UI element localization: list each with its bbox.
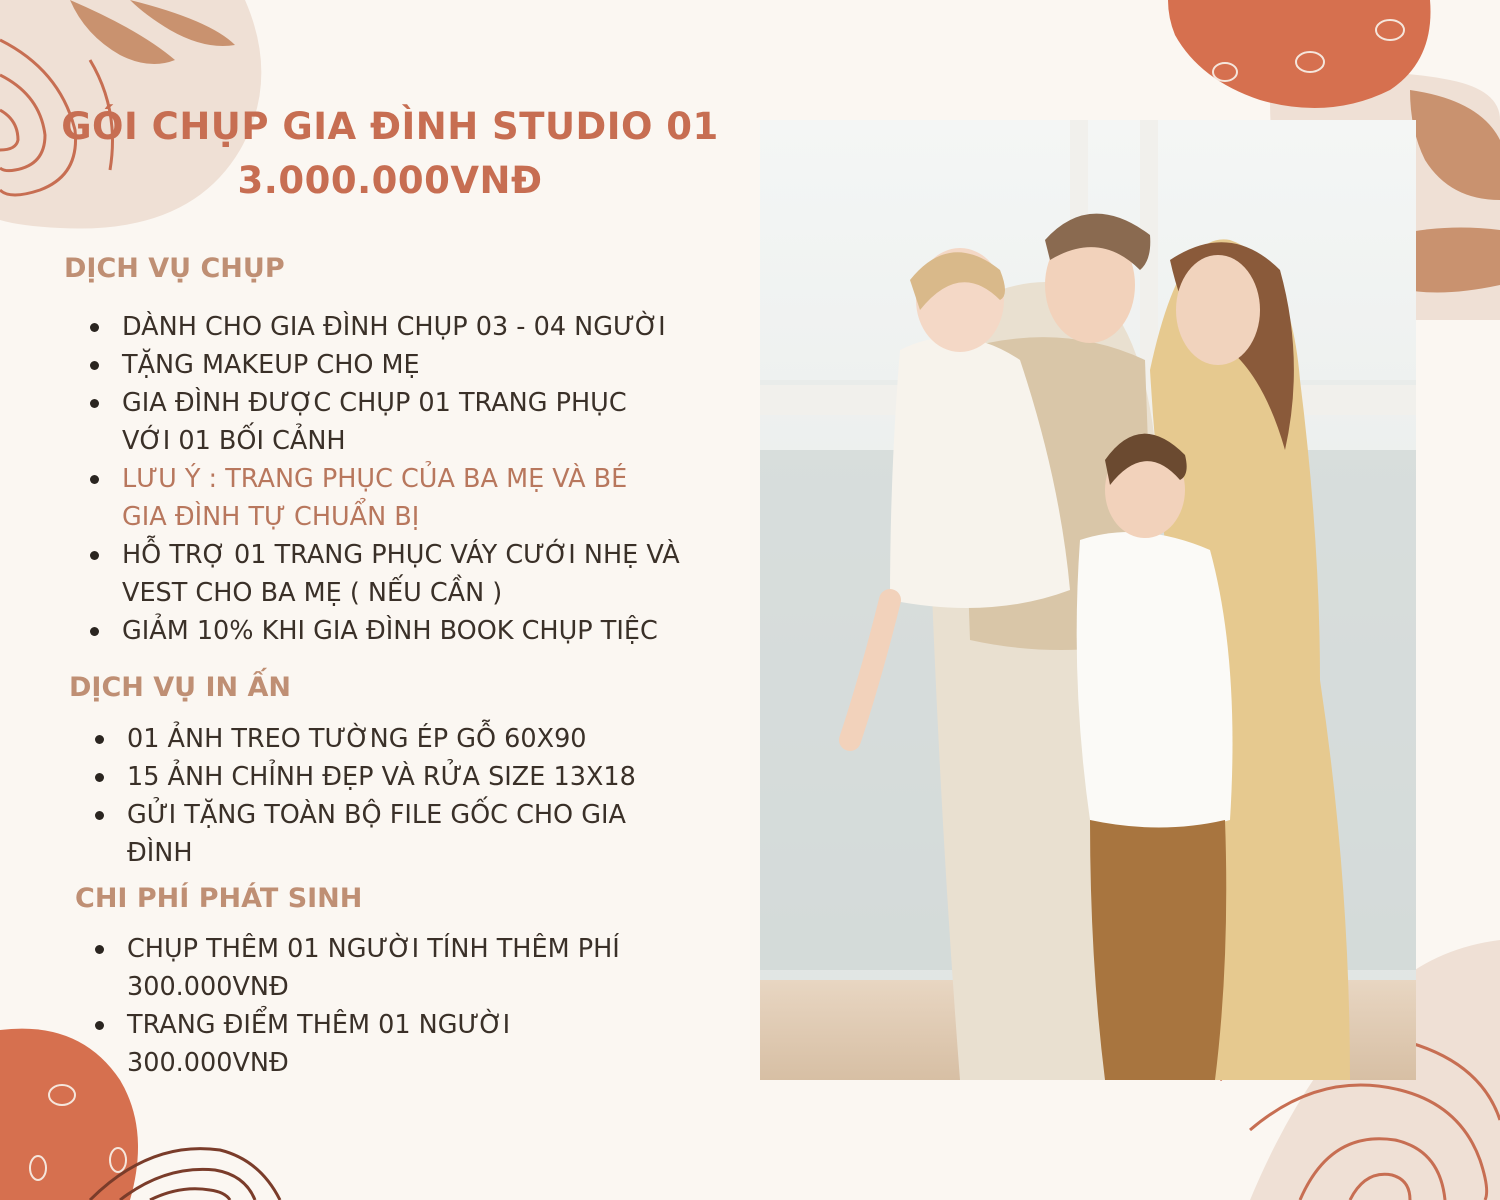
- family-photo: [760, 120, 1416, 1080]
- list-item: TRANG ĐIỂM THÊM 01 NGƯỜI 300.000VNĐ: [93, 1006, 557, 1082]
- list-item: GIẢM 10% KHI GIA ĐÌNH BOOK CHỤP TIỆC: [88, 612, 698, 650]
- section-heading-printing-service: DỊCH VỤ IN ẤN: [69, 672, 292, 703]
- shooting-service-list: [88, 308, 698, 650]
- list-item: 01 ẢNH TREO TƯỜNG ÉP GỖ 60X90: [93, 720, 703, 758]
- list-item: 15 ẢNH CHỈNH ĐẸP VÀ RỬA SIZE 13X18: [93, 758, 703, 796]
- section-heading-shooting-service: DỊCH VỤ CHỤP: [64, 253, 285, 284]
- section-heading-extra-costs: CHI PHÍ PHÁT SINH: [75, 883, 363, 914]
- list-item: TẶNG MAKEUP CHO MẸ: [88, 346, 698, 384]
- list-item: HỖ TRỢ 01 TRANG PHỤC VÁY CƯỚI NHẸ VÀ VEST CHO BA MẸ ( NẾU CẦN ): [88, 536, 698, 612]
- package-name: GÓI CHỤP GIA ĐÌNH STUDIO 01: [61, 105, 719, 148]
- package-price: 3.000.000VNĐ: [237, 159, 543, 202]
- list-item-note: LƯU Ý : TRANG PHỤC CỦA BA MẸ VÀ BÉ GIA ĐÌNH TỰ CHUẨN BỊ: [88, 460, 667, 536]
- list-item: GỬI TẶNG TOÀN BỘ FILE GỐC CHO GIA ĐÌNH: [93, 796, 667, 872]
- list-item: DÀNH CHO GIA ĐÌNH CHỤP 03 - 04 NGƯỜI: [88, 308, 698, 346]
- printing-service-list: [93, 720, 703, 872]
- list-item: CHỤP THÊM 01 NGƯỜI TÍNH THÊM PHÍ 300.000VNĐ: [93, 930, 667, 1006]
- list-item: GIA ĐÌNH ĐƯỢC CHỤP 01 TRANG PHỤC VỚI 01 BỐI CẢNH: [88, 384, 662, 460]
- extra-costs-list: [93, 930, 703, 1082]
- package-title: [40, 100, 740, 208]
